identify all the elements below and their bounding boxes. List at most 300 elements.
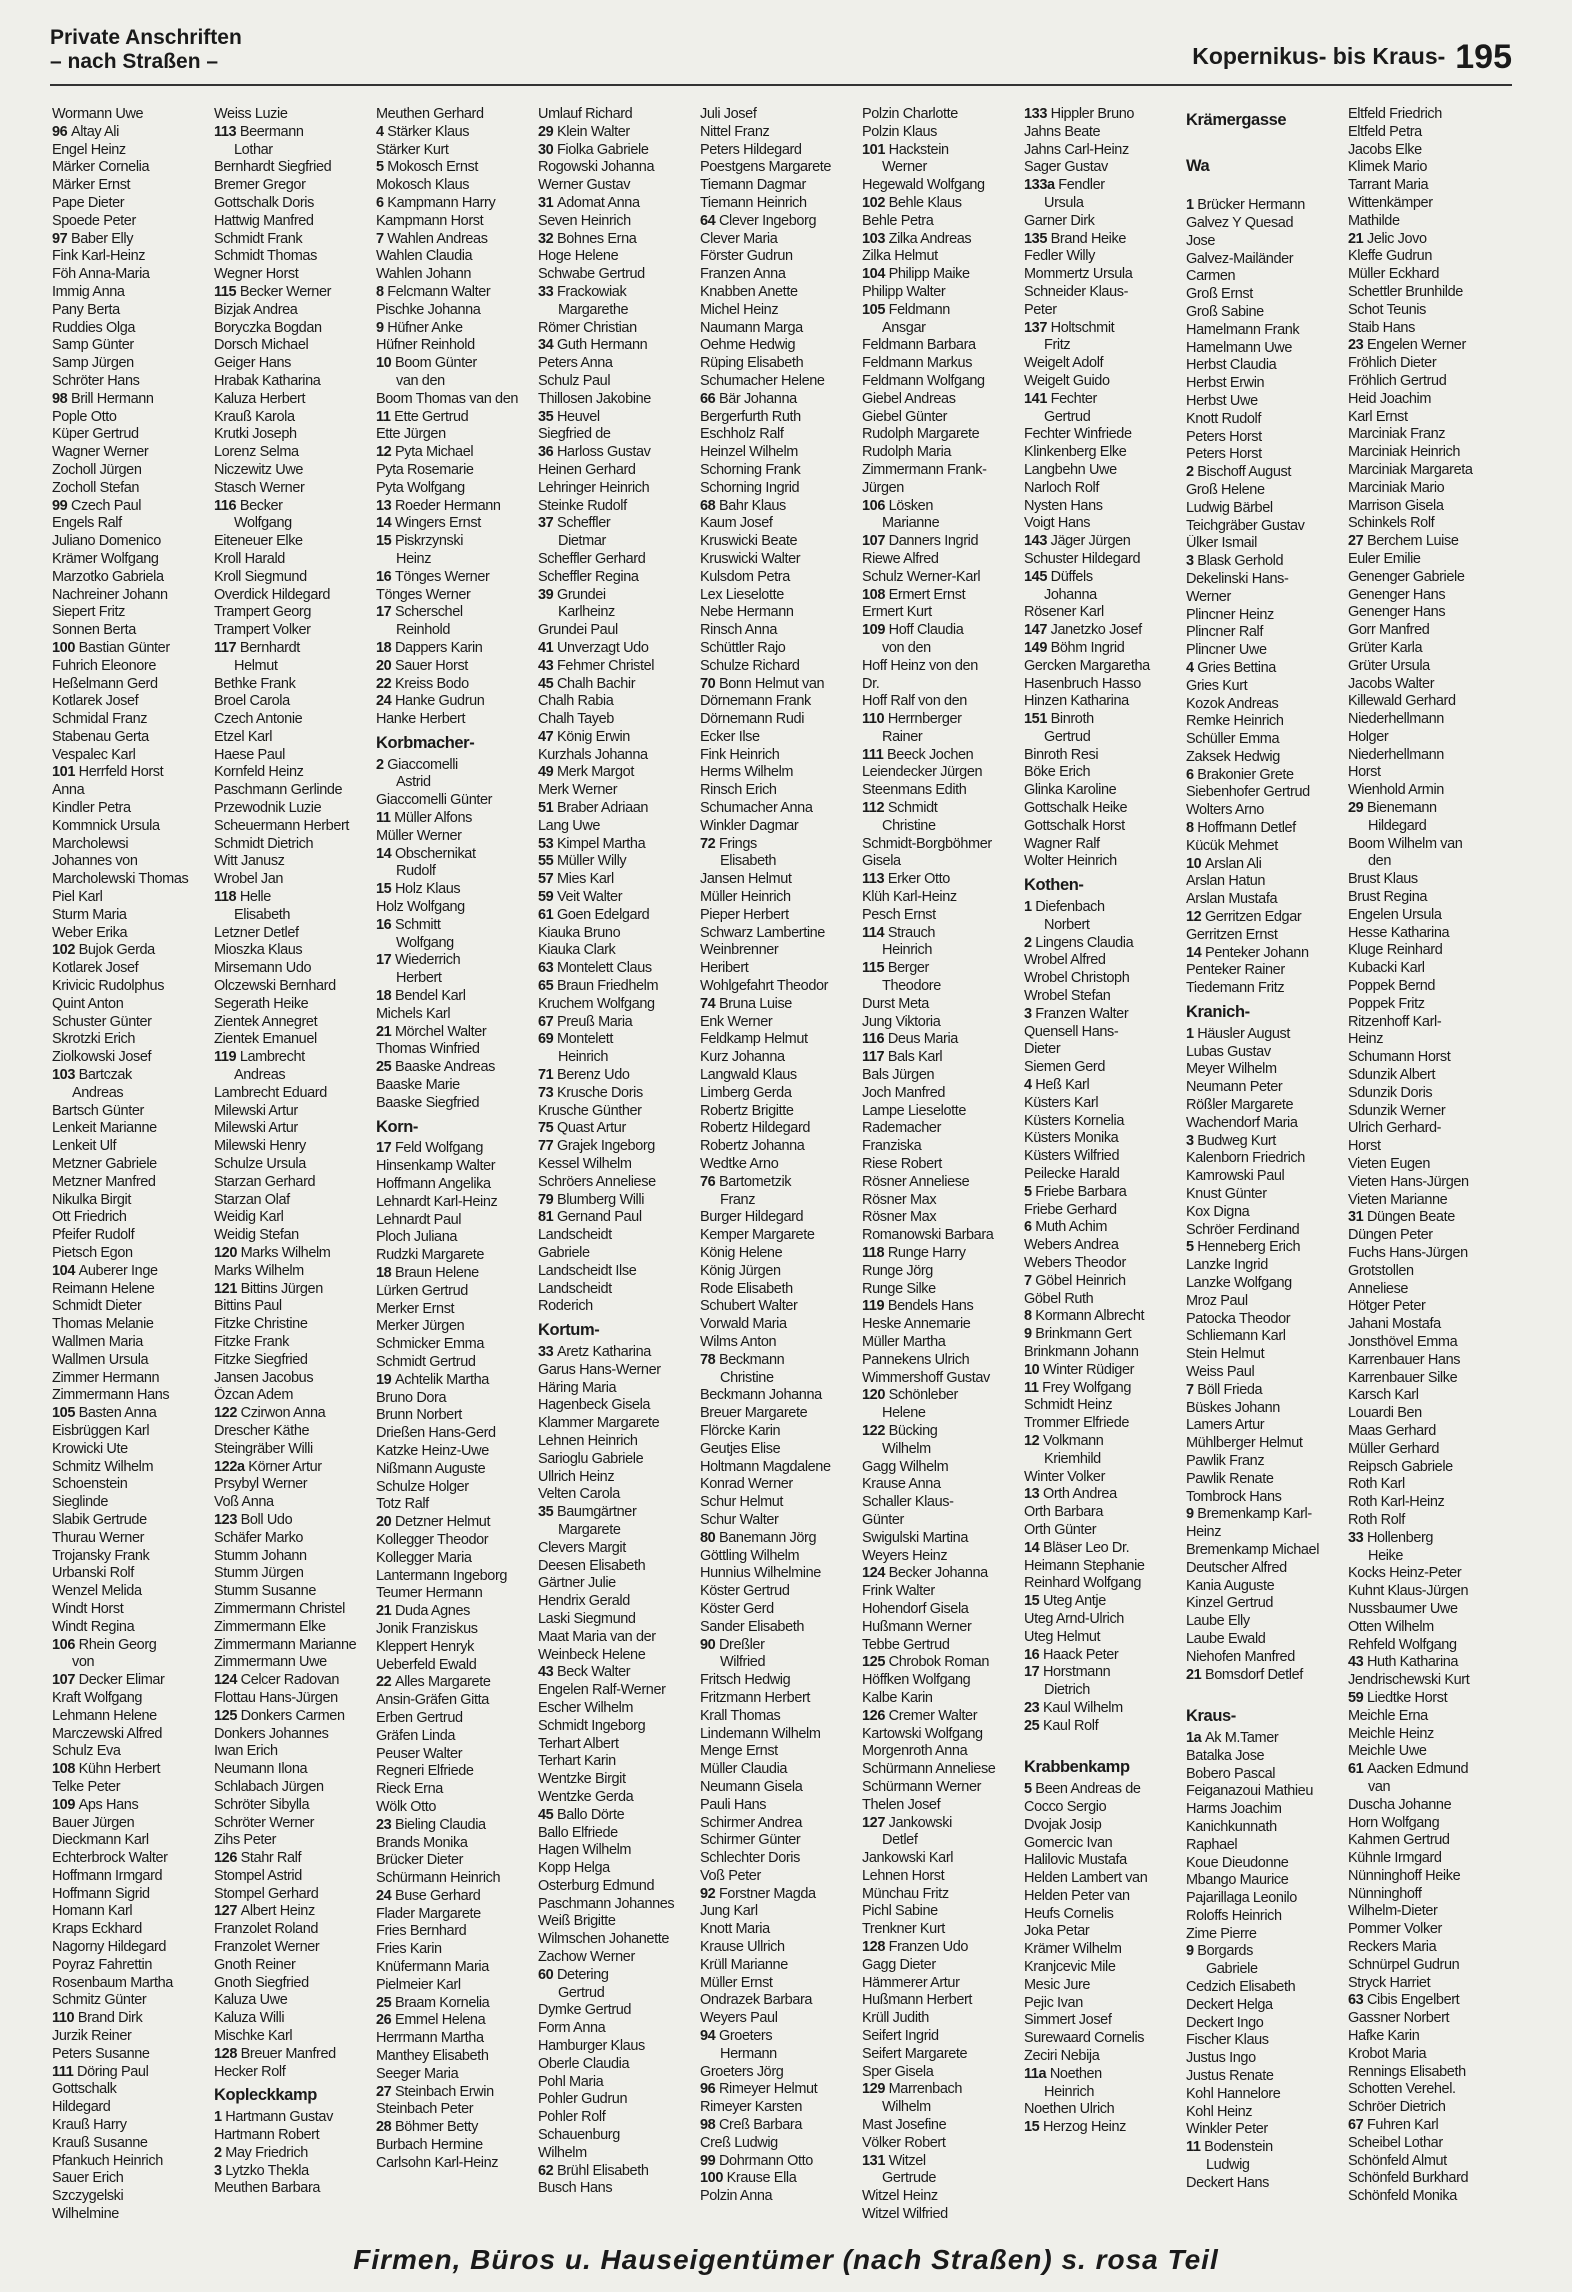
directory-entry: 9 Borgards [1186, 1943, 1253, 1960]
directory-entry: 135 Brand Heike [1024, 230, 1127, 247]
directory-entry: Jahns Carl-Heinz [1024, 141, 1129, 158]
directory-entry: Nagorny Hildegard [52, 1939, 167, 1956]
directory-entry: Schmidal Franz [52, 711, 148, 728]
directory-entry: Helden Lambert van [1024, 1870, 1148, 1887]
directory-entry: 141 Fechter [1024, 390, 1097, 407]
directory-entry: Hermann [720, 2045, 777, 2062]
directory-entry: 16 Tönges Werner [376, 568, 490, 585]
house-number: 98 [52, 390, 71, 407]
directory-entry: Lamers Artur [1186, 1417, 1265, 1434]
house-number: 61 [1348, 1761, 1367, 1778]
directory-entry: Rüping Elisabeth [700, 355, 804, 372]
directory-entry: 106 Lösken [862, 497, 933, 514]
directory-entry: Jankowski Karl [862, 1850, 954, 1867]
directory-entry: Grotstollen [1348, 1262, 1414, 1279]
directory-entry: 27 Steinbach Erwin [376, 2083, 494, 2100]
directory-entry: Steingräber Willi [214, 1440, 313, 1457]
house-number: 113 [214, 123, 240, 140]
directory-entry: Hoffmann Sigrid [52, 1885, 150, 1902]
directory-column-7 [1024, 106, 1186, 2231]
street-heading: Kranich- [1186, 1004, 1250, 1022]
directory-entry: Krivicic Rudolphus [52, 978, 165, 995]
house-number: 7 [1024, 1272, 1036, 1289]
directory-entry: Echterbrock Walter [52, 1850, 168, 1867]
directory-entry: Galvez Y Quesad [1186, 214, 1294, 231]
directory-entry: Grundei Paul [538, 622, 618, 639]
directory-entry: Rösner Max [862, 1209, 937, 1226]
directory-entry: Kotlarek Josef [52, 960, 139, 977]
directory-entry: Horst [1348, 1138, 1381, 1155]
house-number: 13 [1024, 1486, 1043, 1503]
directory-entry: Rudolph Maria [862, 444, 952, 461]
house-number: 29 [538, 123, 557, 140]
directory-entry: Weinbeck Helene [538, 1646, 646, 1663]
directory-entry: 71 Berenz Udo [538, 1067, 630, 1084]
directory-entry: Rosenbaum Martha [52, 1974, 173, 1991]
directory-entry: 15 Piskrzynski [376, 533, 464, 550]
directory-entry: Gassner Norbert [1348, 2010, 1450, 2027]
directory-entry: Kalbe Karin [862, 1689, 933, 1706]
directory-entry: Mast Josefine [862, 2117, 947, 2134]
directory-entry: Poestgens Margarete [700, 159, 832, 176]
directory-entry: Cocco Sergio [1024, 1798, 1107, 1815]
directory-entry: Peters Susanne [52, 2045, 150, 2062]
directory-entry: Witzel Heinz [862, 2188, 938, 2205]
directory-entry: Horst [1348, 764, 1381, 781]
house-number: 63 [538, 960, 557, 977]
directory-entry: Mokosch Klaus [376, 177, 470, 194]
directory-entry: 3 Lytzko Thekla [214, 2162, 309, 2179]
directory-entry: Helden Peter van [1024, 1887, 1130, 1904]
directory-entry: Mischke Karl [214, 2028, 293, 2045]
directory-entry: Schmidt Dieter [52, 1298, 142, 1315]
directory-entry: Piel Karl [52, 889, 103, 906]
directory-entry: Sager Gustav [1024, 159, 1108, 176]
directory-entry: Trommer Elfriede [1024, 1415, 1130, 1432]
directory-entry: 100 Bastian Günter [52, 639, 170, 656]
directory-entry: Marczewski Alfred [52, 1725, 163, 1742]
directory-entry: Lürken Gertrud [376, 1282, 468, 1299]
directory-entry: Neumann Gisela [700, 1778, 803, 1795]
directory-entry: Kühnle Irmgard [1348, 1850, 1442, 1867]
directory-entry: 25 Braam Kornelia [376, 1994, 490, 2011]
directory-entry: Witt Janusz [214, 853, 285, 870]
directory-entry: 63 Montelett Claus [538, 960, 652, 977]
house-number: 70 [700, 675, 719, 692]
directory-entry: Lehnen Heinrich [538, 1432, 638, 1449]
directory-entry: Sarioglu Gabriele [538, 1450, 644, 1467]
directory-entry: Erben Gertrud [376, 1709, 463, 1726]
directory-entry: Gorr Manfred [1348, 622, 1430, 639]
house-number: 5 [376, 159, 388, 176]
house-number: 112 [862, 800, 888, 817]
directory-entry: Surewaard Cornelis [1024, 2030, 1145, 2047]
directory-entry: 133a Fendler [1024, 177, 1105, 194]
directory-entry: 116 Becker [214, 497, 283, 514]
house-number: 21 [376, 1603, 395, 1620]
directory-entry: Flader Margarete [376, 1905, 481, 1922]
directory-entry: Schulze Richard [700, 657, 800, 674]
house-number: 119 [862, 1298, 888, 1315]
house-number: 20 [376, 1514, 395, 1531]
directory-entry: Plincner Uwe [1186, 642, 1267, 659]
directory-entry: Ursula [1044, 194, 1084, 211]
directory-entry: Eiteneuer Elke [214, 533, 303, 550]
house-number: 1 [1186, 1025, 1198, 1042]
directory-entry: Hoffmann Irmgard [52, 1867, 163, 1884]
directory-entry: Schauenburg [538, 2127, 620, 2144]
directory-entry: Kuhnt Klaus-Jürgen [1348, 1583, 1469, 1600]
directory-entry: Ludwig Bärbel [1186, 499, 1273, 516]
house-number: 128 [214, 2045, 241, 2062]
directory-entry: Pauli Hans [700, 1796, 767, 1813]
directory-entry: Louardi Ben [1348, 1405, 1422, 1422]
directory-entry: Pyta Rosemarie [376, 461, 474, 478]
directory-entry: Roth Rolf [1348, 1511, 1405, 1528]
directory-entry: Merk Werner [538, 782, 618, 799]
house-number: 115 [214, 283, 240, 300]
directory-entry: 111 Beeck Jochen [862, 746, 974, 763]
directory-entry: Gagg Wilhelm [862, 1458, 949, 1475]
house-number: 2 [1024, 934, 1036, 951]
directory-entry: Köster Gerd [700, 1600, 774, 1617]
directory-entry: 125 Donkers Carmen [214, 1707, 345, 1724]
directory-entry: Rode Elisabeth [700, 1280, 793, 1297]
house-number: 2 [1186, 464, 1198, 481]
directory-entry: Giebel Günter [862, 408, 948, 425]
directory-entry: Ansin-Gräfen Gitta [376, 1692, 489, 1709]
house-number: 14 [376, 845, 395, 862]
directory-entry: Polzin Anna [700, 2188, 773, 2205]
directory-entry: Rudzki Margarete [376, 1247, 485, 1264]
directory-entry: 21 Jelic Jovo [1348, 230, 1427, 247]
directory-entry: Eltfeld Friedrich [1348, 106, 1442, 122]
directory-entry: Seven Heinrich [538, 212, 631, 229]
directory-entry: Juli Josef [700, 106, 757, 122]
directory-entry: Geutjes Elise [700, 1440, 781, 1457]
house-number: 61 [538, 906, 557, 923]
directory-entry: Thomas Melanie [52, 1316, 154, 1333]
directory-entry: Roloffs Heinrich [1186, 1907, 1282, 1924]
spacer [1186, 179, 1348, 197]
directory-entry: 17 Horstmann [1024, 1664, 1111, 1681]
directory-entry: 92 Forstner Magda [700, 1885, 816, 1902]
house-number: 21 [1186, 1666, 1205, 1683]
directory-entry: Müller Werner [376, 827, 462, 844]
house-number: 118 [214, 889, 240, 906]
directory-entry: Feldmann Markus [862, 355, 973, 372]
directory-entry: Hasenbruch Hasso [1024, 675, 1141, 692]
directory-entry: Leiendecker Jürgen [862, 764, 983, 781]
directory-entry: Krämer Wilhelm [1024, 1941, 1122, 1958]
directory-entry: Groß Sabine [1186, 303, 1264, 320]
directory-entry: Fuchs Hans-Jürgen [1348, 1245, 1468, 1261]
directory-entry: Scheuermann Herbert [214, 817, 350, 834]
directory-entry: Wolter Heinrich [1024, 853, 1117, 870]
directory-entry: Simmert Josef [1024, 2012, 1112, 2029]
directory-entry: Heribert [700, 960, 749, 977]
house-number: 23 [1348, 337, 1367, 354]
directory-entry: Wilmschen Johanette [538, 1931, 670, 1948]
directory-entry: Holtmann Magdalene [700, 1458, 831, 1475]
directory-entry: Heinzel Wilhelm [700, 444, 798, 461]
directory-entry: Kemper Margarete [700, 1227, 815, 1244]
house-number: 117 [214, 639, 240, 656]
house-number: 127 [214, 1903, 241, 1920]
header-range: Kopernikus- bis Kraus- [1192, 43, 1446, 69]
house-number: 15 [1024, 1593, 1043, 1610]
directory-entry: Runge Jörg [862, 1262, 933, 1279]
house-number: 26 [376, 2012, 395, 2029]
directory-entry: Regneri Elfriede [376, 1763, 474, 1780]
street-heading: Wa [1186, 157, 1210, 175]
directory-entry: Genenger Hans [1348, 604, 1446, 621]
directory-entry: Oehme Hedwig [700, 337, 796, 354]
house-number: 116 [214, 497, 240, 514]
directory-entry: Nebe Hermann [700, 604, 794, 621]
house-number: 34 [538, 337, 557, 354]
house-number: 106 [52, 1636, 79, 1653]
directory-entry: Wahlen Johann [376, 266, 472, 283]
directory-entry: Kampmann Horst [376, 212, 484, 229]
directory-column-8 [1186, 106, 1348, 2231]
directory-entry: Drescher Käthe [214, 1422, 310, 1439]
directory-entry: Dietrich [1044, 1682, 1090, 1699]
directory-entry: 15 Uteg Antje [1024, 1593, 1106, 1610]
house-number: 49 [538, 764, 557, 781]
house-number: 81 [538, 1209, 557, 1226]
directory-entry: Immig Anna [52, 283, 125, 300]
directory-entry: Schmidt Frank [214, 230, 303, 247]
directory-entry: Dr. [862, 675, 880, 692]
directory-entry: 60 Detering [538, 1966, 609, 1983]
directory-entry: Krall Thomas [700, 1707, 781, 1724]
house-number: 151 [1024, 711, 1051, 728]
directory-entry: Kruchem Wolfgang [538, 995, 655, 1012]
directory-entry: Maat Maria van der [538, 1628, 656, 1645]
directory-entry: Müller Heinrich [700, 889, 791, 906]
directory-entry: Kommnick Ursula [52, 817, 160, 834]
directory-entry: 119 Bendels Hans [862, 1298, 974, 1315]
house-number: 106 [862, 497, 889, 514]
house-number: 5 [1024, 1781, 1036, 1798]
house-number: 105 [862, 301, 889, 318]
directory-entry: Konrad Werner [700, 1476, 793, 1493]
directory-entry: Samp Günter [52, 337, 134, 354]
directory-entry: Rudolf [396, 863, 436, 880]
directory-entry: Peters Anna [538, 355, 613, 372]
directory-entry: 66 Bär Johanna [700, 390, 797, 407]
directory-entry: Römer Christian [538, 319, 637, 336]
directory-entry: Steinke Rudolf [538, 497, 627, 514]
house-number: 18 [376, 639, 395, 656]
directory-entry: Sauer Erich [52, 2170, 124, 2187]
house-number: 100 [52, 639, 79, 656]
directory-entry: Herms Wilhelm [700, 764, 794, 781]
directory-entry: Dekelinski Hans- [1186, 570, 1289, 587]
directory-entry: 49 Merk Margot [538, 764, 634, 781]
directory-entry: Vieten Eugen [1348, 1156, 1431, 1173]
directory-entry: 57 Mies Karl [538, 871, 614, 888]
directory-entry: Wolfgang [234, 515, 292, 532]
house-number: 102 [52, 942, 79, 959]
directory-entry: Zocholl Jürgen [52, 461, 142, 478]
directory-entry: Escher Wilhelm [538, 1699, 634, 1716]
house-number: 101 [52, 764, 79, 781]
directory-entry: Rösener Karl [1024, 604, 1104, 621]
directory-entry: Müller Martha [862, 1333, 946, 1350]
house-number: 27 [1348, 533, 1367, 550]
directory-entry: Ziolkowski Josef [52, 1049, 152, 1066]
directory-entry: Limberg Gerda [700, 1084, 792, 1101]
directory-entry: Peters Horst [1186, 428, 1262, 445]
directory-entry: Winkler Peter [1186, 2121, 1268, 2138]
directory-entry: 94 Groeters [700, 2028, 773, 2045]
house-number: 4 [1024, 1077, 1036, 1094]
directory-entry: Gisela [862, 853, 901, 870]
directory-entry: Wolters Arno [1186, 802, 1264, 819]
directory-entry: Gertrude [882, 2170, 937, 2187]
directory-entry: Enk Werner [700, 1013, 773, 1030]
directory-entry: Klammer Margarete [538, 1415, 660, 1432]
directory-entry: Raphael [1186, 1836, 1238, 1853]
directory-entry: Groeters Jörg [700, 2063, 784, 2080]
directory-entry: Ecker Ilse [700, 728, 760, 745]
directory-entry: Witzel Wilfried [862, 2206, 948, 2223]
directory-entry: 69 Montelett [538, 1031, 614, 1048]
house-number: 125 [862, 1654, 889, 1671]
directory-entry: Schäfer Marko [214, 1529, 304, 1546]
house-number: 116 [862, 1031, 888, 1048]
house-number: 31 [1348, 1209, 1367, 1226]
directory-entry: Ondrazek Barbara [700, 1992, 813, 2009]
directory-entry: 113 Erker Otto [862, 871, 950, 888]
directory-entry: Beckmann Johanna [700, 1387, 822, 1404]
directory-entry: Lubas Gustav [1186, 1043, 1271, 1060]
directory-entry: Dietmar [558, 533, 606, 550]
directory-entry: Garner Dirk [1024, 212, 1095, 229]
directory-entry: Wilhelm [882, 2099, 931, 2116]
directory-entry: Weigelt Adolf [1024, 355, 1104, 372]
house-number: 8 [1186, 820, 1198, 837]
directory-entry: Peilecke Harald [1024, 1166, 1120, 1183]
directory-entry: Margarete [558, 1521, 621, 1538]
house-number: 24 [376, 693, 395, 710]
house-number: 35 [538, 1504, 557, 1521]
directory-entry: Andreas [234, 1067, 286, 1084]
house-number: 107 [862, 533, 889, 550]
directory-entry: Pichl Sabine [862, 1903, 938, 1920]
directory-entry: 23 Engelen Werner [1348, 337, 1466, 354]
directory-entry: Zihs Peter [214, 1832, 277, 1849]
directory-entry: 11 Ette Gertrud [376, 408, 469, 425]
directory-entry: Meuthen Gerhard [376, 106, 484, 122]
directory-entry: Trojansky Frank [52, 1547, 150, 1564]
directory-entry: Laube Elly [1186, 1613, 1250, 1630]
directory-entry: Hötger Peter [1348, 1298, 1426, 1315]
directory-entry: Killewald Gerhard [1348, 693, 1456, 710]
directory-entry: Teumer Hermann [376, 1585, 483, 1602]
directory-entry: Seifert Ingrid [862, 2028, 939, 2045]
directory-entry: Theodore [882, 978, 941, 995]
directory-entry: Schorning Frank [700, 461, 801, 478]
directory-entry: Lorenz Selma [214, 444, 299, 461]
directory-entry: Herrmann Martha [376, 2030, 484, 2047]
directory-entry: 8 Kormann Albrecht [1024, 1308, 1145, 1325]
directory-entry: Telke Peter [52, 1778, 121, 1795]
directory-entry: 17 Scherschel [376, 604, 463, 621]
directory-entry: Zime Pierre [1186, 1925, 1257, 1942]
directory-entry: 11 Müller Alfons [376, 810, 472, 827]
directory-entry: Herbst Uwe [1186, 392, 1258, 409]
directory-entry: Heid Joachim [1348, 390, 1432, 407]
directory-entry: Küsters Kornelia [1024, 1112, 1124, 1129]
directory-entry: Lenkeit Ulf [52, 1138, 117, 1155]
directory-entry: 1 Diefenbach [1024, 899, 1105, 916]
directory-entry: 36 Harloss Gustav [538, 444, 651, 461]
directory-entry: Carmen [1186, 268, 1236, 285]
directory-entry: Form Anna [538, 2020, 606, 2037]
directory-entry: Kiauka Clark [538, 942, 616, 959]
directory-entry: Homann Karl [52, 1903, 133, 1920]
directory-entry: 124 Becker Johanna [862, 1565, 988, 1582]
directory-entry: Uteg Helmut [1024, 1628, 1101, 1645]
directory-entry: Peters Hildegard [700, 141, 802, 158]
directory-entry: Runge Silke [862, 1280, 936, 1297]
directory-entry: Schürmann Anneliese [862, 1761, 996, 1778]
house-number: 53 [538, 835, 557, 852]
directory-entry: Niehofen Manfred [1186, 1648, 1295, 1665]
directory-entry: Starzan Gerhard [214, 1173, 316, 1190]
directory-entry: den [1368, 853, 1391, 870]
directory-entry: Grüter Ursula [1348, 657, 1430, 674]
directory-entry: 9 Hüfner Anke [376, 319, 463, 336]
directory-entry: Robertz Hildegard [700, 1120, 811, 1137]
directory-entry: 27 Berchem Luise [1348, 533, 1459, 550]
directory-entry: Reckers Maria [1348, 1939, 1437, 1956]
directory-entry: 116 Deus Maria [862, 1031, 958, 1048]
directory-entry: Pieper Herbert [700, 906, 789, 923]
directory-entry: 33 Hollenberg [1348, 1529, 1434, 1546]
house-number: 101 [862, 141, 889, 158]
directory-entry: Krause Ullrich [700, 1939, 785, 1956]
directory-entry: Sdunzik Doris [1348, 1084, 1433, 1101]
directory-entry: 3 Budweg Kurt [1186, 1132, 1276, 1149]
directory-entry: Kulsdom Petra [700, 568, 790, 585]
directory-entry: 99 Czech Paul [52, 497, 142, 514]
directory-entry: Pesch Ernst [862, 906, 936, 923]
directory-entry: Flottau Hans-Jürgen [214, 1689, 338, 1706]
directory-entry: Nünninghoff Heike [1348, 1867, 1461, 1884]
directory-entry: 61 Goen Edelgard [538, 906, 650, 923]
directory-entry: Kaum Josef [700, 515, 773, 532]
directory-entry: Franz [720, 1191, 756, 1208]
directory-entry: 29 Bienemann [1348, 800, 1437, 817]
directory-entry: Hinsenkamp Walter [376, 1158, 496, 1175]
directory-entry: 120 Schönleber [862, 1387, 958, 1404]
directory-entry: Nussbaumer Uwe [1348, 1600, 1458, 1617]
house-number: 51 [538, 800, 557, 817]
directory-entry: Kindler Petra [52, 800, 131, 817]
directory-column-6 [862, 106, 1024, 2231]
directory-entry: König Helene [700, 1245, 783, 1261]
directory-entry: Brust Regina [1348, 889, 1428, 906]
house-number: 77 [538, 1138, 557, 1155]
directory-entry: Peuser Walter [376, 1745, 463, 1762]
directory-entry: 143 Jäger Jürgen [1024, 533, 1131, 550]
directory-entry: 3 Blask Gerhold [1186, 553, 1284, 570]
header-title-line2: – nach Straßen – [50, 50, 219, 73]
